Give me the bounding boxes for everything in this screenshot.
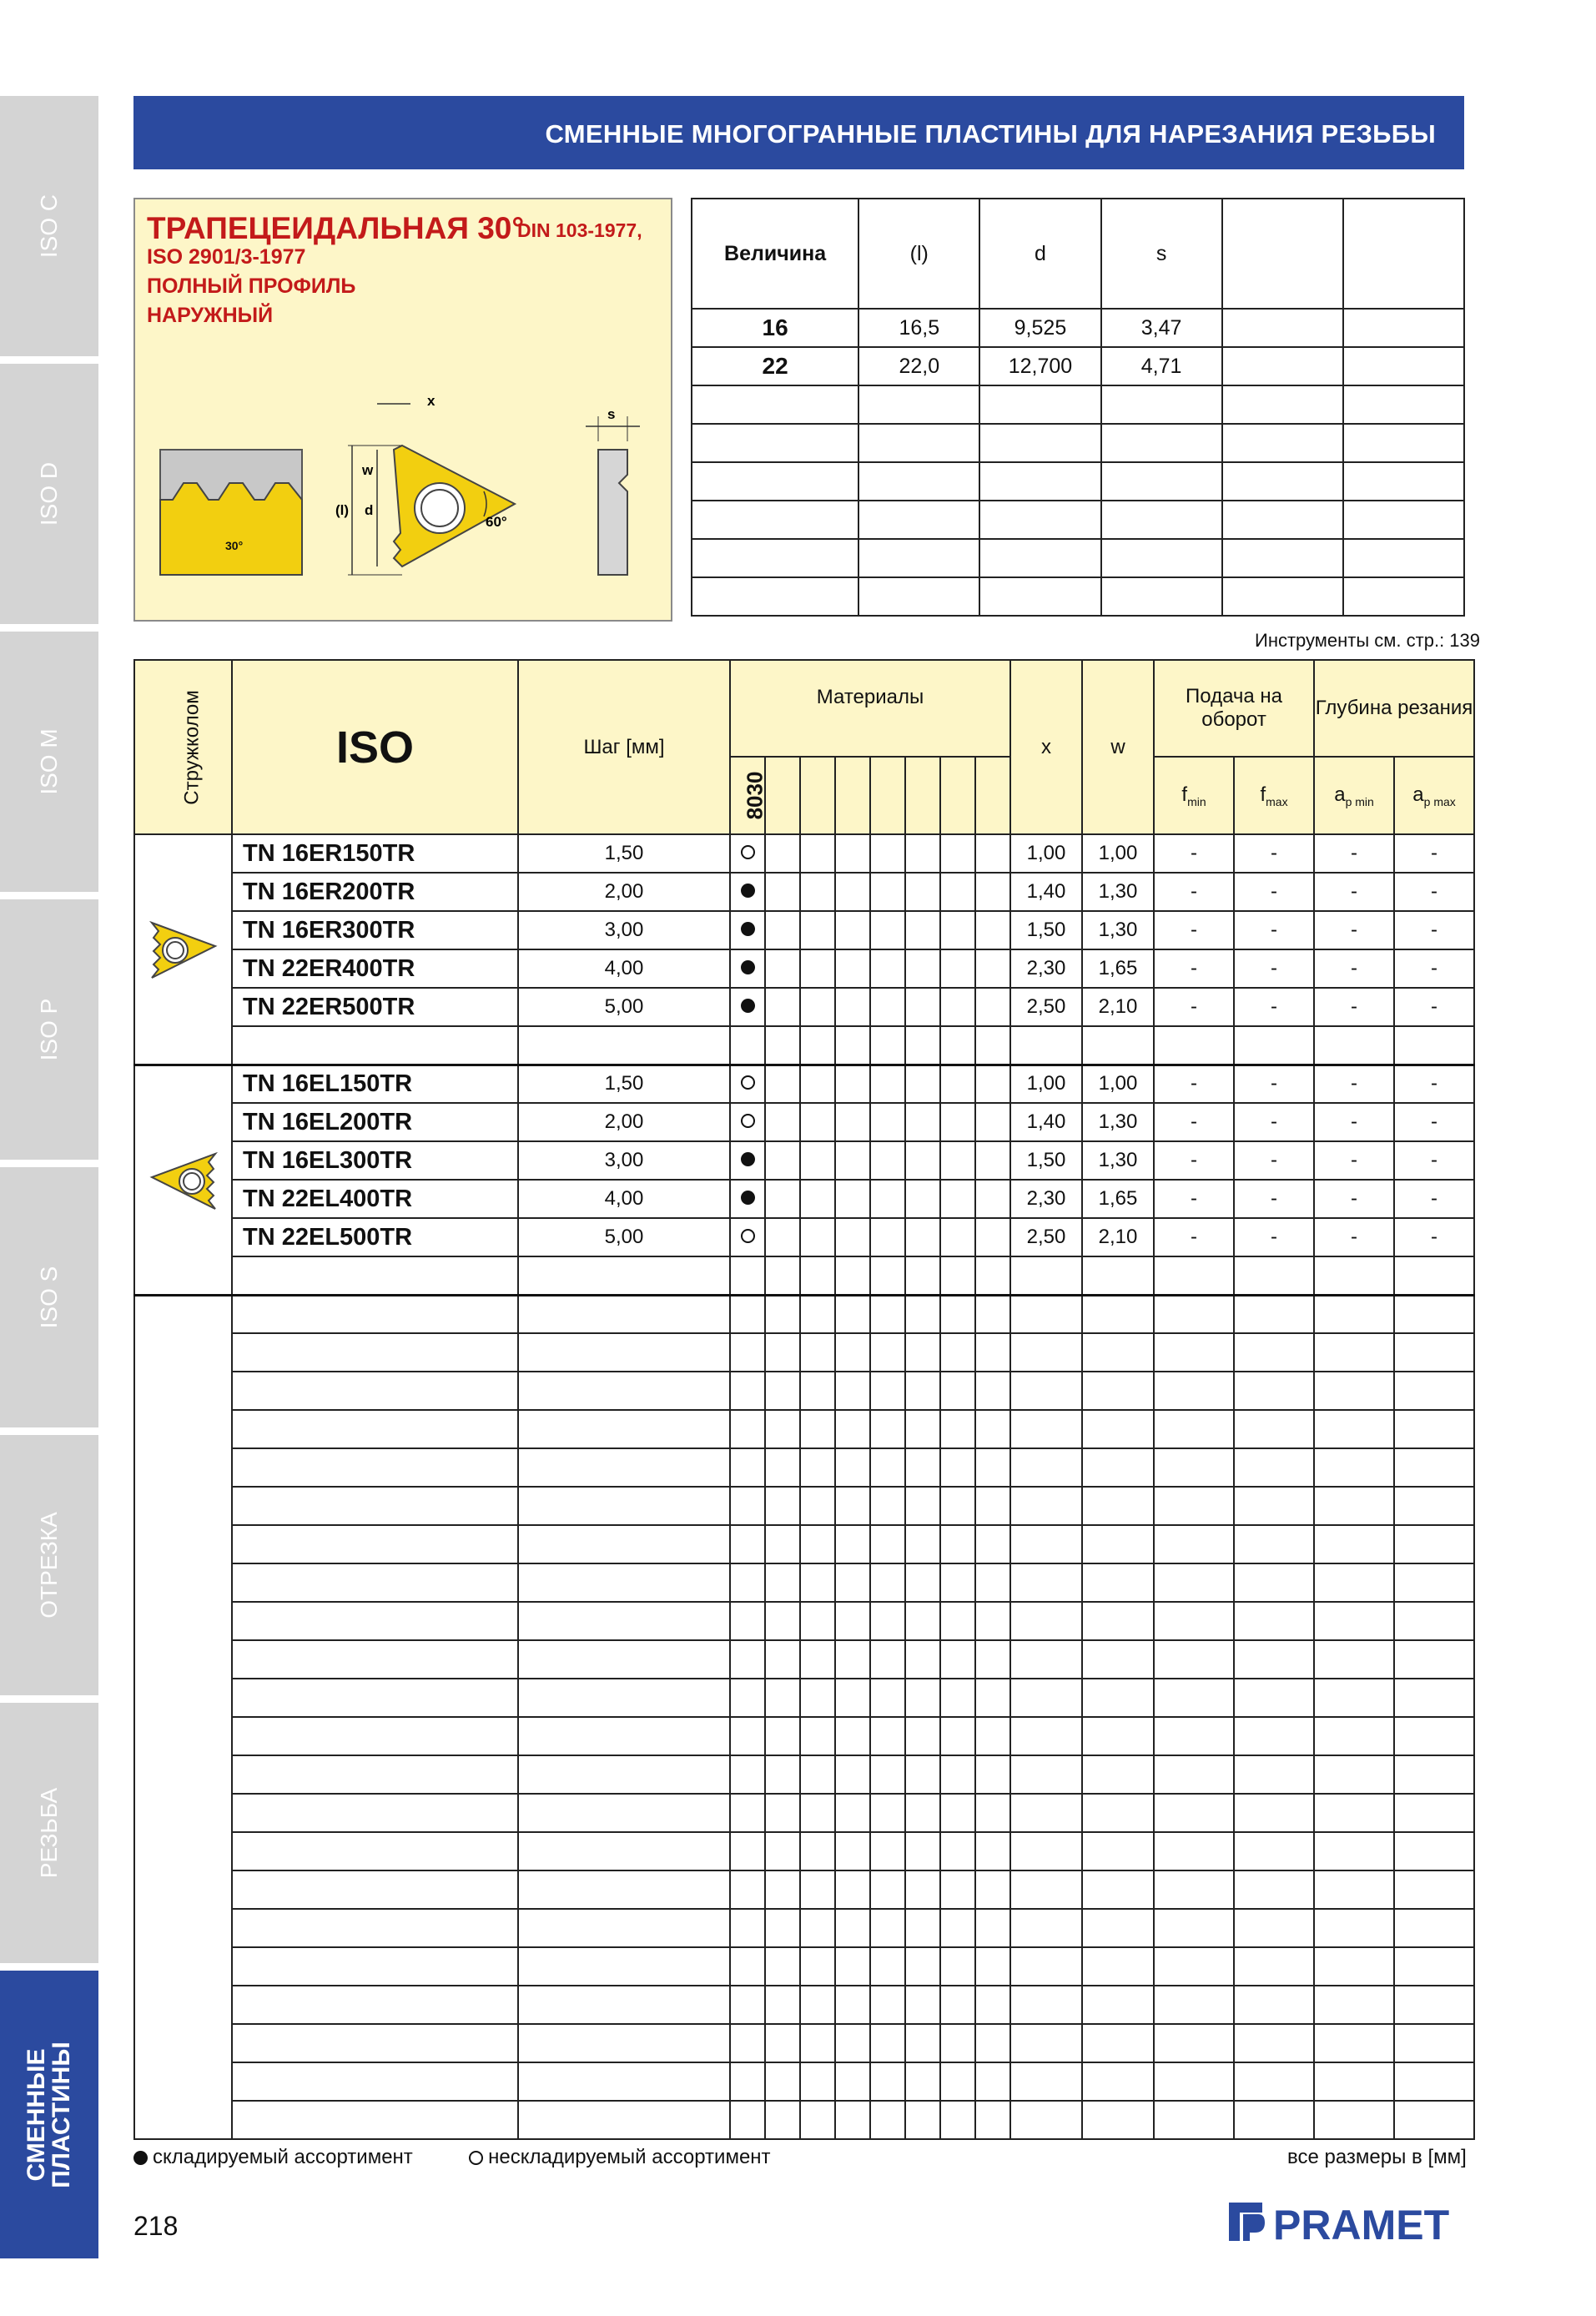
fmax-cell: - [1234,1141,1314,1180]
open-circle-icon [469,2151,483,2165]
open-circle-icon [741,845,755,859]
chipbreaker-cell [134,834,232,1065]
fmin-cell: - [1154,949,1234,988]
diagram-d: d [365,502,374,518]
tools-reference[interactable]: Инструменты см. стр.: 139 [1255,630,1480,651]
apmax-cell: - [1394,1065,1474,1103]
fmin-cell: - [1154,1065,1234,1103]
open-circle-icon [741,1229,755,1243]
diagram-s: s [607,406,616,422]
fmin-cell: - [1154,873,1234,911]
tab-iso-d[interactable] [0,364,98,624]
dims-cell: 12,700 [979,347,1100,385]
insert-code: TN 16EL300TR [232,1141,518,1180]
x-cell: 1,00 [1010,1065,1082,1103]
apmax-cell: - [1394,949,1474,988]
x-cell: 1,50 [1010,911,1082,949]
insert-code: TN 22ER400TR [232,949,518,988]
apmax-cell: - [1394,1218,1474,1256]
grade-8030-cell [730,1141,765,1180]
legend-stocked: складируемый ассортимент [153,2146,413,2168]
fmax-cell: - [1234,911,1314,949]
filled-circle-icon [741,1191,755,1205]
filled-circle-icon [741,1152,755,1166]
fmax-cell: - [1234,834,1314,873]
grade-8030-cell [730,988,765,1026]
pitch-cell: 1,50 [518,834,730,873]
col-pitch: Шаг [мм] [518,660,730,834]
w-cell: 1,00 [1082,1065,1154,1103]
table-row [134,1218,1474,1256]
tab-iso-s[interactable] [0,1167,98,1427]
insert-code: TN 22ER500TR [232,988,518,1026]
w-cell: 2,10 [1082,988,1154,1026]
triangle-insert-right-icon [142,904,225,988]
grade-8030-cell [730,1103,765,1141]
grade-8030-cell [730,873,765,911]
table-row [134,1103,1474,1141]
table-row [134,1180,1474,1218]
table-row [134,949,1474,988]
dims-header [1343,199,1464,309]
legend-non-stocked: нескладируемый ассортимент [488,2146,771,2168]
tab-threading[interactable] [0,1703,98,1963]
apmax-cell: - [1394,834,1474,873]
col-w: w [1082,660,1154,834]
col-iso: ISO [232,660,518,834]
dims-cell [1222,347,1343,385]
fmin-cell: - [1154,911,1234,949]
dims-cell: 16 [692,309,858,347]
product-standard-1: DIN 103-1977, [517,219,642,241]
fmax-cell: - [1234,1103,1314,1141]
apmax-cell: - [1394,873,1474,911]
pitch-cell: 2,00 [518,1103,730,1141]
x-cell: 2,50 [1010,1218,1082,1256]
open-circle-icon [741,1114,755,1128]
tab-parting[interactable] [0,1435,98,1695]
x-cell: 2,30 [1010,949,1082,988]
col-apmax: $a_{p max}$ [1394,757,1474,834]
product-title: ТРАПЕЦЕИДАЛЬНАЯ 30° [147,211,525,245]
w-cell: 1,65 [1082,1180,1154,1218]
tab-label: ISO M [36,728,62,795]
dims-row [692,309,1464,347]
fmax-cell: - [1234,949,1314,988]
fmin-cell: - [1154,1141,1234,1180]
grade-8030-cell [730,1065,765,1103]
page-number: 218 [133,2211,179,2241]
triangle-insert-left-icon [142,1135,225,1219]
dims-header [1222,199,1343,309]
apmin-cell: - [1314,834,1394,873]
insert-code: TN 16ER150TR [232,834,518,873]
filled-circle-icon [741,922,755,936]
pitch-cell: 3,00 [518,911,730,949]
table-row [134,873,1474,911]
tab-iso-p[interactable] [0,899,98,1160]
dims-cell: 16,5 [858,309,979,347]
tab-label: РЕЗЬБА [36,1787,62,1879]
tab-label: СМЕННЫЕ ПЛАСТИНЫ [23,2041,75,2188]
dims-cell: 4,71 [1101,347,1222,385]
apmin-cell: - [1314,1103,1394,1141]
col-apmin: $a_{p min}$ [1314,757,1394,834]
filled-circle-icon [133,2151,148,2165]
apmax-cell: - [1394,1103,1474,1141]
dims-cell [1343,309,1464,347]
apmin-cell: - [1314,1218,1394,1256]
pitch-cell: 5,00 [518,1218,730,1256]
tab-iso-m[interactable] [0,632,98,892]
apmin-cell: - [1314,1180,1394,1218]
tab-label: ISO S [36,1266,62,1329]
x-cell: 2,50 [1010,988,1082,1026]
filled-circle-icon [741,999,755,1013]
apmax-cell: - [1394,1180,1474,1218]
fmax-cell: - [1234,1065,1314,1103]
chipbreaker-cell [134,1065,232,1295]
table-row [134,1141,1474,1180]
dimensions-table [691,198,1465,617]
dims-cell: 9,525 [979,309,1100,347]
grade-8030-cell [730,1218,765,1256]
product-profile: ПОЛНЫЙ ПРОФИЛЬ [147,274,356,298]
col-depth: Глубина резания [1314,660,1474,757]
x-cell: 1,50 [1010,1141,1082,1180]
apmin-cell: - [1314,911,1394,949]
page-header [133,96,1464,169]
w-cell: 1,30 [1082,1103,1154,1141]
tab-label: ISO P [36,998,62,1061]
col-chipbreaker: Стружколом [134,660,232,834]
fmax-cell: - [1234,1218,1314,1256]
x-cell: 1,40 [1010,1103,1082,1141]
pitch-cell: 2,00 [518,873,730,911]
open-circle-icon [741,1075,755,1090]
insert-diagram [135,199,674,623]
insert-code: TN 16EL150TR [232,1065,518,1103]
fmin-cell: - [1154,1180,1234,1218]
col-fmin: $f_{min}$ [1154,757,1234,834]
dims-header: (l) [858,199,979,309]
w-cell: 1,65 [1082,949,1154,988]
product-standard-2: ISO 2901/3-1977 [147,245,306,269]
col-x: x [1010,660,1082,834]
dims-header: Величина [692,199,858,309]
w-cell: 1,30 [1082,911,1154,949]
fmax-cell: - [1234,873,1314,911]
dims-header: s [1101,199,1222,309]
tab-label: ОТРЕЗКА [36,1512,62,1619]
tab-inserts[interactable] [0,1971,98,2258]
apmax-cell: - [1394,988,1474,1026]
grade-8030-cell [730,949,765,988]
apmin-cell: - [1314,988,1394,1026]
col-fmax: $f_{max}$ [1234,757,1314,834]
product-type: НАРУЖНЫЙ [147,304,274,327]
filled-circle-icon [741,884,755,898]
x-cell: 1,00 [1010,834,1082,873]
dims-cell: 22 [692,347,858,385]
grade-8030-cell [730,834,765,873]
col-grade: 8030 [730,757,765,834]
logo-text: PRAMET [1273,2202,1450,2248]
apmin-cell: - [1314,873,1394,911]
table-row [134,834,1474,873]
dims-cell [1343,347,1464,385]
apmax-cell: - [1394,1141,1474,1180]
apmin-cell: - [1314,1141,1394,1180]
diagram-w: w [362,462,374,478]
dims-cell: 3,47 [1101,309,1222,347]
fmin-cell: - [1154,988,1234,1026]
insert-code: TN 16ER200TR [232,873,518,911]
diagram-thread-angle: 30° [225,539,244,552]
diagram-x: x [427,393,436,409]
pitch-cell: 4,00 [518,949,730,988]
dims-header: d [979,199,1100,309]
grade-8030-cell [730,911,765,949]
dims-cell [1222,309,1343,347]
insert-code: TN 22EL500TR [232,1218,518,1256]
fmin-cell: - [1154,1218,1234,1256]
pitch-cell: 4,00 [518,1180,730,1218]
table-row [134,988,1474,1026]
fmin-cell: - [1154,834,1234,873]
col-feed: Подача на оборот [1154,660,1314,757]
apmin-cell: - [1314,949,1394,988]
pitch-cell: 5,00 [518,988,730,1026]
filled-circle-icon [741,960,755,974]
apmin-cell: - [1314,1065,1394,1103]
page-title: СМЕННЫЕ МНОГОГРАННЫЕ ПЛАСТИНЫ ДЛЯ НАРЕЗАНИЯ РЕЗЬБЫ [545,119,1436,149]
dims-row [692,347,1464,385]
inserts-table [133,659,1475,2140]
units-note: все размеры в [мм] [1287,2146,1467,2168]
fmin-cell: - [1154,1103,1234,1141]
tab-iso-c[interactable] [0,96,98,356]
insert-code: TN 16ER300TR [232,911,518,949]
grade-8030-cell [730,1180,765,1218]
fmax-cell: - [1234,1180,1314,1218]
pramet-logo [1225,2196,1467,2248]
side-tabs [0,96,98,2266]
table-row [134,911,1474,949]
legend [133,2146,771,2169]
insert-code: TN 16EL200TR [232,1103,518,1141]
pitch-cell: 1,50 [518,1065,730,1103]
w-cell: 1,00 [1082,834,1154,873]
apmax-cell: - [1394,911,1474,949]
col-materials: Материалы [730,660,1010,757]
x-cell: 2,30 [1010,1180,1082,1218]
diagram-angle: 60° [486,514,507,530]
tab-label: ISO D [36,461,62,526]
tab-label: ISO C [36,194,62,259]
insert-code: TN 22EL400TR [232,1180,518,1218]
x-cell: 1,40 [1010,873,1082,911]
fmax-cell: - [1234,988,1314,1026]
dims-cell: 22,0 [858,347,979,385]
pitch-cell: 3,00 [518,1141,730,1180]
w-cell: 1,30 [1082,1141,1154,1180]
diagram-l: (l) [335,502,350,518]
product-info-box [133,198,672,622]
w-cell: 2,10 [1082,1218,1154,1256]
w-cell: 1,30 [1082,873,1154,911]
table-row [134,1065,1474,1103]
